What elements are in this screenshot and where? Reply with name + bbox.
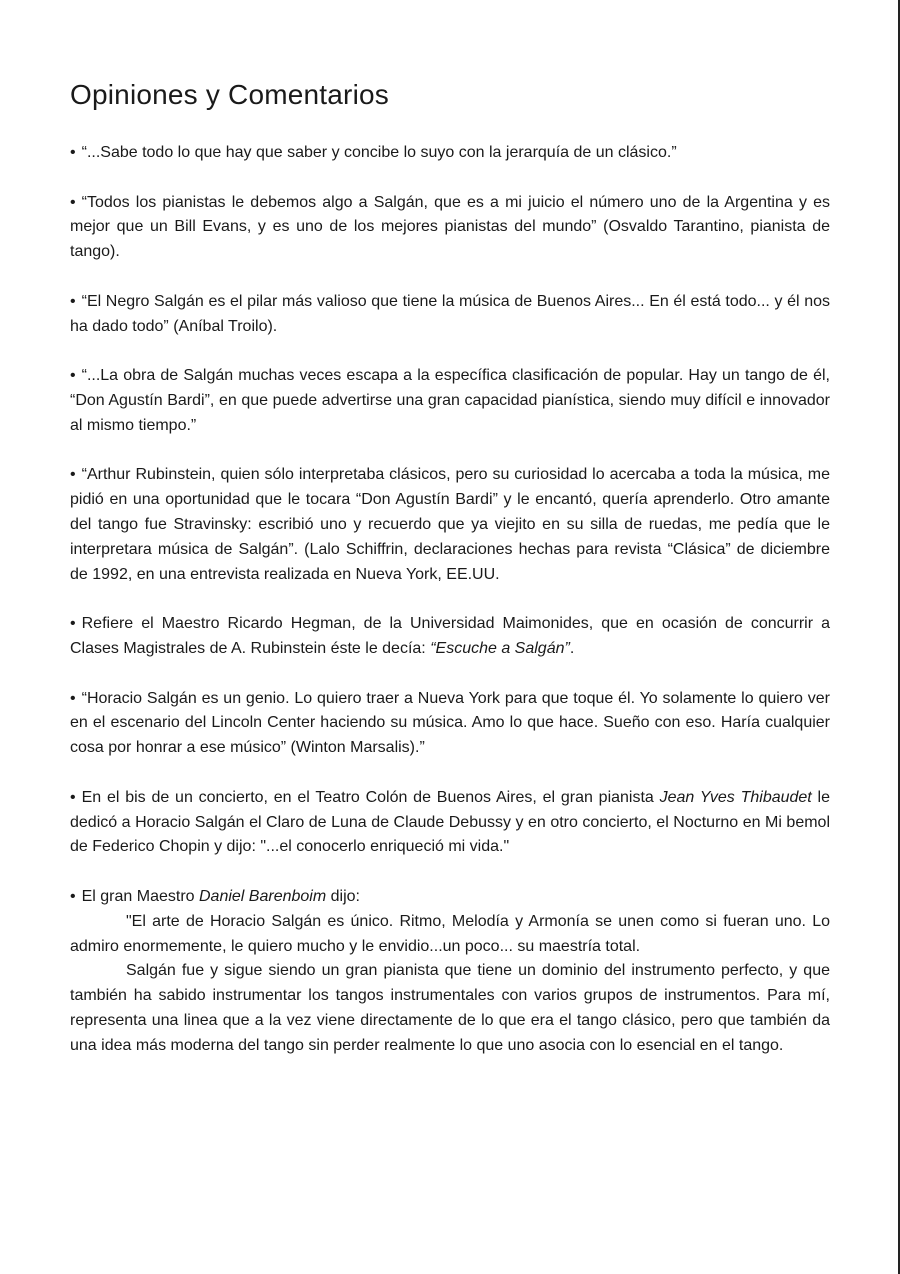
barenboim-paragraph-2: Salgán fue y sigue siendo un gran pianista que tiene un dominio del instrumento perfecto, y que también ha sabido instrumentar los tangos instrumentales con varios grupos de instrumentos. Para mí, representa una linea que a la vez viene directamente de lo que era el tango clásico, pero que también da una idea más moderna del tango sin perder realmente lo que uno asocia con lo esencial en el tango. bbox=[70, 962, 830, 1054]
bullet-icon: • bbox=[70, 615, 76, 633]
quote-text: “El Negro Salgán es el pilar más valioso que tiene la música de Buenos Aires... En él está todo... y él nos ha dado todo” (Aníbal Troilo). bbox=[70, 292, 830, 335]
quotes-section bbox=[70, 141, 830, 1058]
quote-italic: “Escuche a Salgán” bbox=[430, 639, 570, 657]
quote-text: “Arthur Rubinstein, quien sólo interpretaba clásicos, pero su curiosidad lo acercaba a toda la música, me pidió en una oportunidad que le tocara “Don Agustín Bardi” y le encantó, quería aprenderlo. Otro amante del tango fue Stravinsky: escribió uno y recuerdo que ya viejito en su silla de ruedas, me pedía que le interpretara música de Salgán”. (Lalo Schiffrin, declaraciones hechas para revista “Clásica” de diciembre de 1992, en una entrevista realizada en Nueva York, EE.UU. bbox=[70, 466, 830, 583]
pianist-name: Jean Yves Thibaudet bbox=[659, 788, 812, 806]
quote-barenboim-intro bbox=[70, 885, 830, 910]
quote-4 bbox=[70, 364, 830, 438]
bullet-icon: • bbox=[70, 689, 76, 707]
quote-text: Refiere el Maestro Ricardo Hegman, de la Universidad Maimonides, que en ocasión de concurrir a Clases Magistrales de A. Rubinstein éste le decía: bbox=[70, 615, 830, 657]
quote-hegman bbox=[70, 612, 830, 662]
quote-text: “Horacio Salgán es un genio. Lo quiero traer a Nueva York para que toque él. Yo solamente lo quiero ver en el escenario del Lincoln Center haciendo su música. Amo lo que hace. Sueño con eso. Haría cualquier cosa por honrar a ese músico” (Winton Marsalis).” bbox=[70, 689, 830, 757]
bullet-icon: • bbox=[70, 466, 76, 484]
bullet-icon: • bbox=[70, 193, 76, 211]
bullet-icon: • bbox=[70, 788, 76, 806]
quote-end: . bbox=[569, 639, 575, 657]
bullet-icon: • bbox=[70, 887, 76, 905]
page-title: Opiniones y Comentarios bbox=[70, 79, 389, 110]
quote-3 bbox=[70, 290, 830, 340]
bullet-icon: • bbox=[70, 367, 76, 385]
quote-marsalis bbox=[70, 687, 830, 761]
barenboim-paragraph-1: "El arte de Horacio Salgán es único. Ritmo, Melodía y Armonía se unen como si fueran uno. Lo admiro enormemente, le quiero mucho y le envidio...un poco... su maestría total. bbox=[70, 912, 830, 955]
intro-end: dijo: bbox=[326, 887, 360, 905]
quote-2 bbox=[70, 191, 830, 265]
quote-text: En el bis de un concierto, en el Teatro Colón de Buenos Aires, el gran pianista bbox=[81, 788, 660, 806]
maestro-name: Daniel Barenboim bbox=[199, 887, 327, 905]
quote-text-cont: le dedicó a Horacio Salgán el Claro de Luna de Claude Debussy y en otro concierto, el Nocturno en Mi bemol de Federico Chopin y dijo: "...el conocerlo enriqueció mi vida." bbox=[70, 788, 831, 856]
quote-thibaudet bbox=[70, 786, 830, 860]
quote-text: “Todos los pianistas le debemos algo a Salgán, que es a mi juicio el número uno de la Argentina y es mejor que un Bill Evans, y es uno de los mejores pianistas del mundo” (Osvaldo Tarantino, pianista de tango). bbox=[70, 193, 830, 261]
bullet-icon: • bbox=[70, 292, 76, 310]
quote-1 bbox=[70, 141, 830, 166]
quote-text: “...La obra de Salgán muchas veces escapa a la específica clasificación de popular. Hay un tango de él, “Don Agustín Bardi”, en que puede advertirse una gran capacidad pianística, siendo muy difícil e innovador al mismo tiempo.” bbox=[70, 367, 830, 434]
bullet-icon: • bbox=[70, 144, 76, 161]
quote-text: “...Sabe todo lo que hay que saber y concibe lo suyo con la jerarquía de un clásico.” bbox=[81, 144, 677, 161]
intro-text: El gran Maestro bbox=[81, 887, 199, 905]
quote-5 bbox=[70, 463, 830, 587]
